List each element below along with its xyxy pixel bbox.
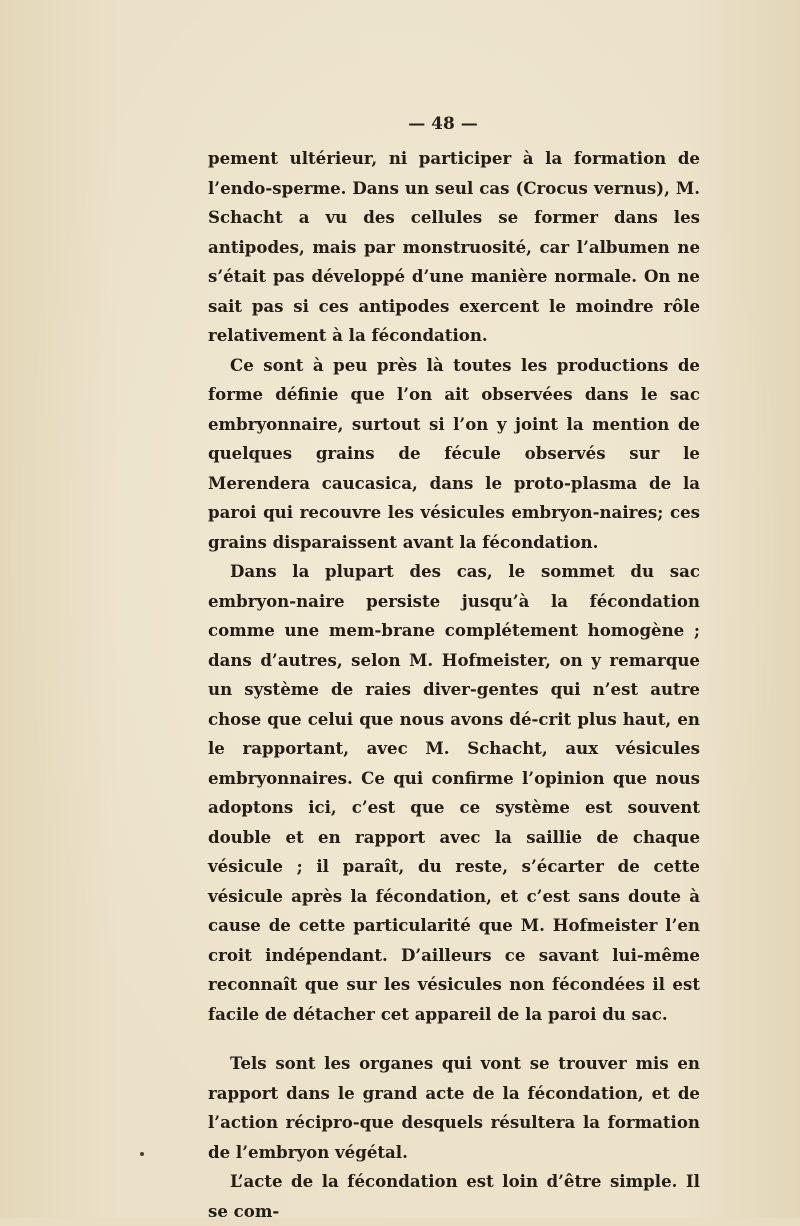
body-text [208, 144, 700, 1226]
ink-speck [140, 1152, 144, 1156]
paragraph-2: Ce sont à peu près là toutes les productions de forme définie que l’on ait observées dans le sac embryonnaire, surtout si l’on y joint la mention de quelques grains de fécule observés sur le Merendera caucasica, dans le proto-plasma de la paroi qui recouvre les vésicules embryon-naires; ces grains disparaissent avant la fécondation. [208, 354, 700, 552]
page-number: — 48 — [408, 114, 478, 134]
paragraph-1: pement ultérieur, ni participer à la formation de l’endo-sperme. Dans un seul cas (Crocus vernus), M. Schacht a vu des cellules se former dans les antipodes, mais par monstruosité, car l’albumen ne s’était pas développé d’une manière normale. On ne sait pas si ces antipodes exercent le moindre rôle relativement à la fécondation. [208, 148, 700, 345]
paragraph-5: L’acte de la fécondation est loin d’être simple. Il se com- [208, 1171, 700, 1221]
paragraph-4: Tels sont les organes qui vont se trouver mis en rapport dans le grand acte de la fécondation, et de l’action récipro-que desquels résultera la formation de l’embryon végétal. [208, 1053, 700, 1162]
paragraph-3: Dans la plupart des cas, le sommet du sac embryon-naire persiste jusqu’à la fécondation comme une mem-brane complétement homogène ; dans d’autres, selon M. Hofmeister, on y remarque un système de raies diver-gentes qui n’est autre chose que celui que nous avons dé-crit plus haut, en le rapportant, avec M. Schacht, aux vésicules embryonnaires. Ce qui confirme l’opinion que nous adoptons ici, c’est que ce système est souvent double et en rapport avec la saillie de chaque vésicule ; il paraît, du reste, s’écarter de cette vésicule après la fécondation, et c’est sans doute à cause de cette particularité que M. Hofmeister l’en croit indépendant. D’ailleurs ce savant lui-même reconnaît que sur les vésicules non fécondées il est facile de détacher cet appareil de la paroi du sac. [208, 561, 700, 1024]
